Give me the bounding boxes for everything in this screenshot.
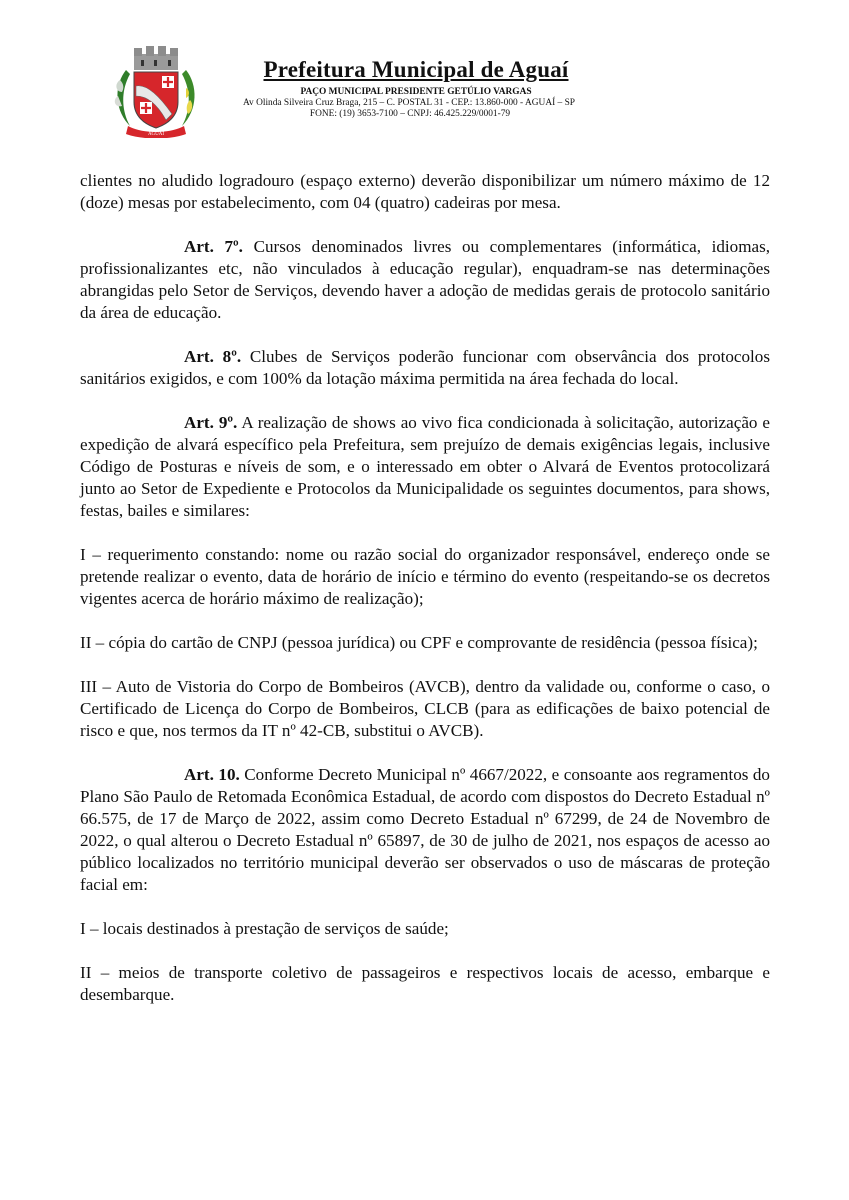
document-body xyxy=(80,170,770,1006)
coat-of-arms-icon xyxy=(112,40,200,138)
org-subtitle: PAÇO MUNICIPAL PRESIDENTE GETÚLIO VARGAS xyxy=(300,87,532,97)
article-label: Art. 10. xyxy=(184,765,240,784)
crest-motto: AGUAÍ xyxy=(147,132,165,137)
article-text: Conforme Decreto Municipal nº 4667/2022, e consoante aos regramentos do Plano São Paulo de Retomada Econômica Estadual, de acordo com dispostos do Decreto Estadual nº 66.575, de 17 de Março de 2022, assim como Decreto Estadual nº 67299, de 24 de Novembro de 2022, o qual alterou o Decreto Estadual nº 65897, de 30 de julho de 2021, nos espaços de acesso ao público localizados no território municipal deverão ser observados o uso de máscaras de proteção facial em: xyxy=(80,765,770,894)
article-8 xyxy=(80,346,770,390)
list-item: II – meios de transporte coletivo de passageiros e respectivos locais de acesso, embarque e desembarque. xyxy=(80,963,770,1004)
letterhead-text xyxy=(210,56,610,120)
article-7 xyxy=(80,236,770,324)
org-address: Av Olinda Silveira Cruz Braga, 215 – C. POSTAL 31 - CEP.: 13.860-000 - AGUAÍ – SP xyxy=(242,98,576,108)
article-label: Art. 9º. xyxy=(184,413,238,432)
org-contact: FONE: (19) 3653-7100 – CNPJ: 46.425.229/0001-79 xyxy=(309,109,511,119)
article-text: Clubes de Serviços poderão funcionar com observância dos protocolos sanitários exigidos, e com 100% da lotação máxima permitida na área fechada do local. xyxy=(80,347,770,388)
list-item: I – locais destinados à prestação de serviços de saúde; xyxy=(80,919,449,938)
article-9 xyxy=(80,412,770,522)
list-item: I – requerimento constando: nome ou razão social do organizador responsável, endereço onde se pretende realizar o evento, data de horário de início e término do evento (respeitando-se os decretos vigentes acerca de horário máximo de realização); xyxy=(80,545,770,608)
letterhead xyxy=(100,38,620,138)
continuation-paragraph: clientes no aludido logradouro (espaço externo) deverão disponibilizar um número máximo de 12 (doze) mesas por estabelecimento, com 04 (quatro) cadeiras por mesa. xyxy=(80,171,770,212)
article-label: Art. 7º. xyxy=(184,237,243,256)
article-text: Cursos denominados livres ou complementares (informática, idiomas, profissionalizantes etc, não vinculados à educação regular), enquadram-se nas determinações abrangidas pelo Setor de Serviços, devendo haver a adoção de medidas gerais de protocolo sanitário da área de educação. xyxy=(80,237,771,322)
article-label: Art. 8º. xyxy=(184,347,242,366)
org-title: Prefeitura Municipal de Aguaí xyxy=(263,57,569,82)
article-10 xyxy=(80,764,770,896)
list-item: II – cópia do cartão de CNPJ (pessoa jurídica) ou CPF e comprovante de residência (pessoa física); xyxy=(80,633,758,652)
list-item: III – Auto de Vistoria do Corpo de Bombeiros (AVCB), dentro da validade ou, conforme o caso, o Certificado de Licença do Corpo de Bombeiros, CLCB (para as edificações de baixo potencial de risco e que, nos termos da IT nº 42-CB, substitui o AVCB). xyxy=(80,677,770,740)
article-text: A realização de shows ao vivo fica condicionada à solicitação, autorização e expedição de alvará específico pela Prefeitura, sem prejuízo de demais exigências legais, inclusive Código de Posturas e níveis de som, e o interessado em obter o Alvará de Eventos protocolizará junto ao Setor de Expediente e Protocolos da Municipalidade os seguintes documentos, para shows, festas, bailes e similares: xyxy=(80,413,770,520)
